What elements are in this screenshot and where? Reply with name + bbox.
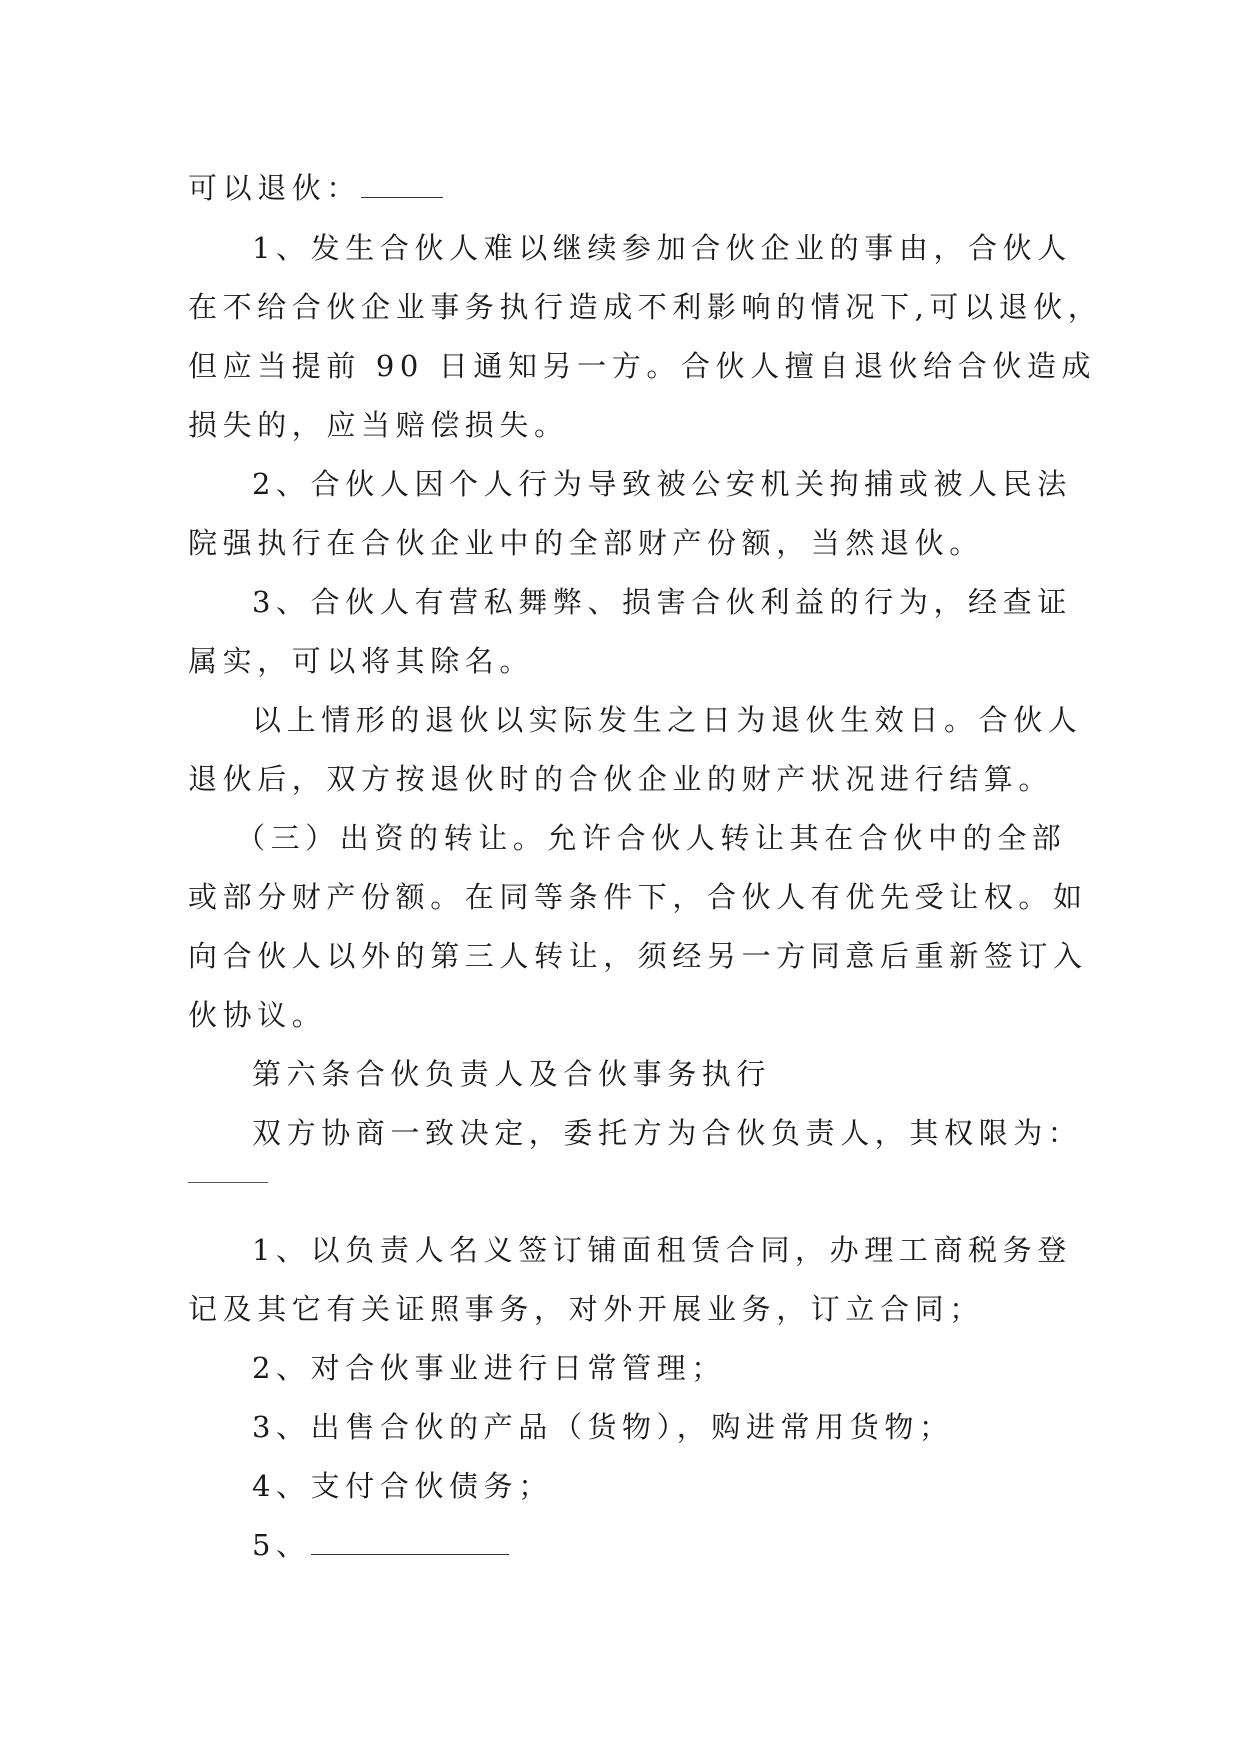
text-line: 3、合伙人有营私舞弊、损害合伙利益的行为，经查证 (252, 585, 1072, 619)
fill-in-blank (311, 1528, 509, 1555)
list-item: 4、支付合伙债务； (252, 1469, 553, 1503)
text-line: 记及其它有关证照事务，对外开展业务，订立合同； (188, 1292, 984, 1326)
text-line: 属实，可以将其除名。 (188, 644, 535, 678)
text-line: 在不给合伙企业事务执行造成不利影响的情况下,可以退伙， (188, 290, 1103, 324)
article-six-heading: 第六条合伙负责人及合伙事务执行 (252, 1057, 772, 1091)
fill-in-blank (188, 1182, 268, 1183)
text-line: 1、以负责人名义签订铺面租赁合同，办理工商税务登 (252, 1233, 1072, 1267)
text-line: 双方协商一致决定，委托方为合伙负责人，其权限为： (252, 1116, 1083, 1150)
text-line: 2、合伙人因个人行为导致被公安机关拘捕或被人民法 (252, 467, 1072, 501)
text-line: 或部分财产份额。在同等条件下，合伙人有优先受让权。如 (188, 880, 1088, 914)
fill-in-blank (361, 171, 443, 198)
section-heading-transfer: （三）出资的转让。允许合伙人转让其在合伙中的全部 (236, 821, 1067, 855)
text-line: 损失的，应当赔偿损失。 (188, 408, 569, 442)
list-item: 2、对合伙事业进行日常管理； (252, 1351, 726, 1385)
text-line-withdraw-intro: 可以退伙： (188, 168, 1088, 208)
text-line: 伙协议。 (188, 998, 327, 1032)
text-line: 向合伙人以外的第三人转让，须经另一方同意后重新签订入 (188, 939, 1088, 973)
text-line: 院强执行在合伙企业中的全部财产份额，当然退伙。 (188, 526, 984, 560)
list-item-five: 5、 (252, 1525, 1152, 1565)
list-item: 3、出售合伙的产品（货物），购进常用货物； (252, 1410, 954, 1444)
text-line: 退伙后，双方按退伙时的合伙企业的财产状况进行结算。 (188, 762, 1054, 796)
text-line: 但应当提前 90 日通知另一方。合伙人擅自退伙给合伙造成 (188, 349, 1097, 383)
text-line: 以上情形的退伙以实际发生之日为退伙生效日。合伙人 (252, 703, 1083, 737)
text-line: 1、发生合伙人难以继续参加合伙企业的事由，合伙人 (252, 231, 1072, 265)
